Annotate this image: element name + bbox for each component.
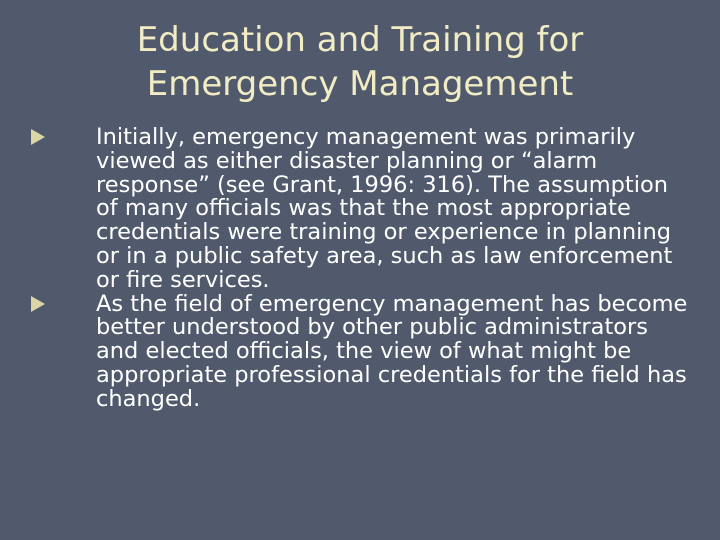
bullet-text-1: Initially, emergency management was primarily viewed as either disaster planning or “alarm response” (see Grant, 1996: 316). The assumption of many officials was that the most appropriate credentials were training or experience in planning or in a public safety area, such as law enforcement or fire services. [96,124,673,293]
slide-title-line-2: Emergency Management [146,64,574,104]
bullet-item-1 [30,126,690,293]
bullet-list [30,126,690,412]
slide-title-line-1: Education and Training for [136,20,584,60]
bullet-text-2: As the field of emergency management has become better understood by other public administrators and elected officials, the view of what might be appropriate professional credentials for the field has changed. [96,290,688,412]
triangle-bullet-icon [31,129,45,145]
slide-title [60,18,660,106]
triangle-bullet-icon [31,296,45,312]
bullet-item-2 [30,290,690,412]
